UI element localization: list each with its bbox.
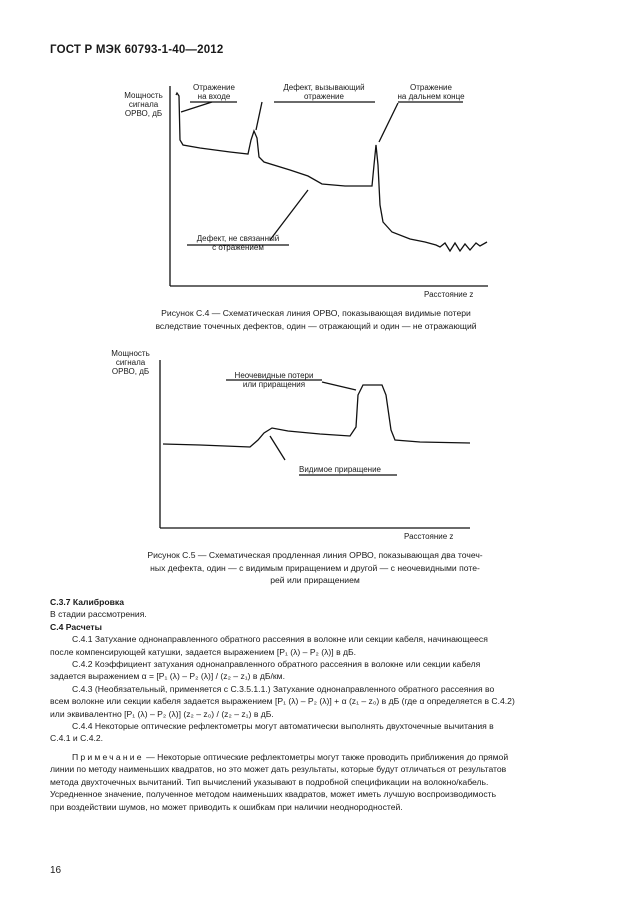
c4-leader-far-end	[379, 103, 398, 142]
note-block: Примечание — Некоторые оптические рефлектометры могут также проводить приближения до прямой линии по методу наименьших квадратов, но это может дать результаты, которые будут отличаться от результатов метода двухточечных вычитаний. Тип вычислений указывают в подробной спецификации на волокно/кабель. Усредненное значение, полученное методом наименьших квадратов, может иметь лучшую воспроизводимость при воздействии шумов, но может приводить к ошибкам при наличии неоднородностей.	[50, 751, 509, 812]
c4-leader-near-end	[181, 102, 212, 112]
c4-x-axis-label: Расстояние z	[424, 290, 474, 299]
page-number: 16	[50, 865, 62, 876]
c4-trace	[176, 93, 487, 251]
figure-c5-caption: Рисунок С.5 — Схематическая продленная линия ОРВО, показывающая два точеч- ных дефекта, один — с видимым приращением и другой — с неочевидными поте- рей или приращением	[147, 550, 483, 585]
c5-leader-visible	[270, 436, 285, 460]
body-text	[50, 596, 583, 813]
c4-label-far-end: Отражение на дальнем конце	[397, 83, 465, 101]
c4-label-nonreflective-defect: Дефект, не связанный с отражением	[196, 234, 280, 252]
c5-trace	[163, 385, 470, 447]
c4-label-reflective-defect: Дефект, вызывающий отражение	[283, 83, 365, 101]
c5-y-axis-label: Мощность сигнала ОРВО, дБ	[111, 349, 150, 376]
paragraph-c43: С.4.3 (Необязательный, применяется с С.3.5.1.1.) Затухание однонаправленного обратного рассеяния во всем волокне или секции кабеля задается выражением [P₁ (λ) – P₂ (λ)] + α (z₁ – z₀) в дБ (где α определяется в С.4.2) или эквивалентно [P₁ (λ) – P₂ (λ)] (z₂ – z₀) / (z₂ – z₁) в дБ.	[50, 683, 515, 719]
c5-label-visible-gain: Видимое приращение	[299, 465, 381, 474]
c5-leader-apparent	[322, 382, 356, 390]
figure-c4-caption: Рисунок С.4 — Схематическая линия ОРВО, показывающая видимые потери вследствие точечных дефектов, один — отражающий и один — не отражающий	[155, 308, 477, 331]
paragraph-c41: С.4.1 Затухание однонаправленного обратного рассеяния в волокне или секции кабеля, начинающееся после компенсирующей катушки, задается выражением [P₁ (λ) – P₂ (λ)] в дБ.	[50, 634, 488, 657]
c4-y-axis-label: Мощность сигнала ОРВО, дБ	[124, 91, 163, 118]
note-label: Примечание	[72, 751, 144, 762]
c4-label-near-end: Отражение на входе	[193, 83, 235, 101]
c5-label-apparent-loss: Неочевидные потери или приращения	[234, 371, 314, 389]
c4-leader-reflective	[256, 102, 262, 130]
document-header: ГОСТ Р МЭК 60793-1-40—2012	[50, 44, 224, 56]
section-c4-title: С.4 Расчеты	[50, 621, 102, 632]
section-c37-title: С.3.7 Калибровка	[50, 597, 124, 607]
section-c37-text: В стадии рассмотрения.	[50, 609, 147, 620]
c5-x-axis-label: Расстояние z	[404, 532, 454, 541]
c4-leader-nonreflective	[270, 190, 308, 240]
paragraph-c42: С.4.2 Коэффициент затухания однонаправленного обратного рассеяния в волокне или секции кабеля задается выражением α = [P₁ (λ) – P₂ (λ)] / (z₂ – z₁) в дБ/км.	[50, 659, 481, 682]
paragraph-c44: С.4.4 Некоторые оптические рефлектометры могут автоматически выполнять двухточечные вычитания в С.4.1 и С.4.2.	[50, 721, 494, 744]
